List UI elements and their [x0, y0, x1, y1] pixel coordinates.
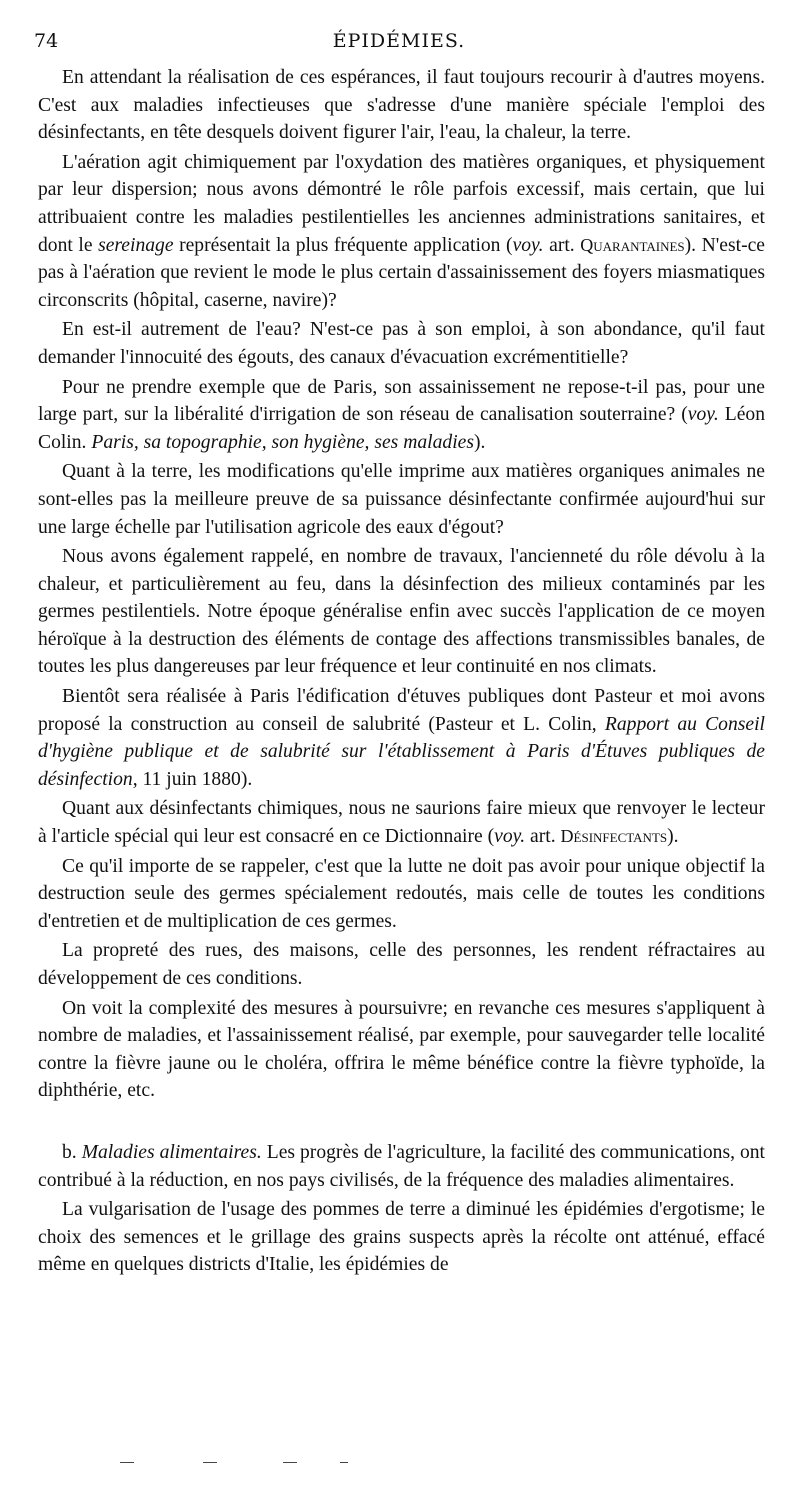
paragraph — [38, 374, 765, 457]
italic-text: Paris, sa topographie, son hygiène, ses maladies — [91, 431, 474, 453]
text-run: Léon Colin. — [38, 404, 765, 453]
scan-mark — [120, 1462, 134, 1463]
paragraph — [38, 458, 765, 541]
paragraph — [38, 853, 765, 936]
bottom-scan-marks — [0, 1462, 800, 1472]
paragraph — [38, 1196, 765, 1279]
paragraph — [38, 64, 765, 147]
italic-text: Rapport au Conseil d'hygiène publique et de salubrité sur l'établissement à Paris d'Étuves publiques de désinfection — [38, 713, 765, 790]
text-run: La propreté des rues, des maisons, celle des personnes, les rendent réfractaires au développement de ces conditions. — [38, 940, 765, 989]
page-number: 74 — [34, 30, 59, 52]
text-run: En est-il autrement de l'eau? N'est-ce pas à son emploi, à son abondance, qu'il faut demander l'innocuité des égouts, des canaux d'évacuation excrémentitielle? — [38, 319, 765, 368]
italic-text: sereinage — [98, 234, 174, 256]
text-run: En attendant la réalisation de ces espérances, il faut toujours recourir à d'autres moyens. C'est aux maladies infectieuses que s'adresse d'une manière spéciale l'emploi des désinfectants, en tête desquels doivent figurer l'air, l'eau, la chaleur, la terre. — [38, 67, 765, 144]
text-run: art. — [525, 826, 561, 848]
text-run: Les progrès de l'agriculture, la facilité des communications, ont contribué à la réduction, en nos pays civilisés, de la fréquence des maladies alimentaires. — [38, 1141, 766, 1191]
running-head: ÉPIDÉMIES. — [332, 30, 466, 52]
text-run: , 11 juin 1880). — [132, 768, 253, 790]
text-run: ). — [667, 826, 679, 848]
text-run: Pour ne prendre exemple que de Paris, son assainissement ne repose-t-il pas, pour une large part, sur la libéralité d'irrigation de son réseau de canalisation souterraine? ( — [38, 376, 765, 426]
paragraph — [38, 795, 765, 850]
italic-text: Maladies alimentaires. — [81, 1141, 262, 1163]
text-run: Quant aux désinfectants chimiques, nous ne saurions faire mieux que renvoyer le lecteur à l'article spécial qui leur est consacré en ce Dictionnaire ( — [38, 798, 765, 848]
page-header — [34, 30, 764, 60]
text-run: Nous avons également rappelé, en nombre de travaux, l'ancienneté du rôle dévolu à la chaleur, et particulièrement au feu, dans la désinfection des milieux contaminés par les germes pestilentiels. Notre époque généralise enfin avec succès l'application de ce moyen héroïque à la destruction des éléments de contage des affections transmissibles banales, de toutes les plus dangereuses par leur fréquence et leur continuité en nos climats. — [38, 546, 765, 678]
paragraph — [38, 316, 765, 371]
scan-mark — [203, 1462, 217, 1463]
text-run: Ce qu'il importe de se rappeler, c'est que la lutte ne doit pas avoir pour unique objectif la destruction seule des germes spécialement redoutés, mais celle de toutes les conditions d'entretien et de multiplication de ces germes. — [38, 855, 765, 932]
scan-mark — [340, 1462, 348, 1463]
text-run: Bientôt sera réalisée à Paris l'édification d'étuves publiques dont Pasteur et moi avons proposé la construction au conseil de salubrité (Pasteur et L. Colin, — [38, 686, 765, 735]
text-run: Quant à la terre, les modifications qu'elle imprime aux matières organiques animales ne sont-elles pas la meilleure preuve de sa puissance désinfectante confirmée aujourd'hui sur une large échelle par l'utilisation agricole des eaux d'égout? — [38, 461, 765, 538]
text-run: ). — [473, 431, 486, 453]
body-text — [38, 64, 765, 1279]
scan-mark — [283, 1462, 297, 1463]
text-run: La vulgarisation de l'usage des pommes de terre a diminué les épidémies d'ergotisme; le choix des semences et le grillage des grains suspects après la récolte ont atténué, effacé même en quelques districts d'Italie, les épidémies de — [38, 1199, 765, 1276]
italic-text: voy. — [494, 826, 526, 848]
italic-text: voy. — [512, 234, 544, 256]
section-gap — [38, 1105, 765, 1139]
text-run: ). N'est-ce pas à l'aération que revient le mode le plus certain d'assainissement des foyers miasmatiques circonscrits (hôpital, caserne, navire)? — [38, 234, 765, 311]
paragraph — [38, 1139, 765, 1194]
text-run: On voit la complexité des mesures à poursuivre; en revanche ces mesures s'appliquent à nombre de maladies, et l'assainissement réalisé, par exemple, pour sauvegarder telle localité contre la fièvre jaune ou le choléra, offrira le même bénéfice contre la fièvre typhoïde, la diphthérie, etc. — [38, 997, 765, 1102]
text-run: L'aération agit chimiquement par l'oxydation des matières organiques, et physiquement par leur dispersion; nous avons démontré le rôle parfois excessif, mais certain, que lui attribuaient contre les maladies pestilentielles les anciennes administrations sanitaires, et dont le — [38, 151, 765, 256]
paragraph — [38, 995, 765, 1105]
text-run: art. — [543, 234, 581, 256]
paragraph — [38, 937, 765, 992]
text-run: représentait la plus fréquente application ( — [173, 234, 513, 256]
italic-text: voy. — [687, 404, 719, 426]
paragraph — [38, 683, 765, 793]
smallcaps-text: Désinfectants — [560, 826, 668, 847]
paragraph — [38, 149, 765, 315]
text-run: b. — [62, 1141, 82, 1163]
smallcaps-text: Quarantaines — [580, 234, 685, 255]
paragraph — [38, 543, 765, 681]
